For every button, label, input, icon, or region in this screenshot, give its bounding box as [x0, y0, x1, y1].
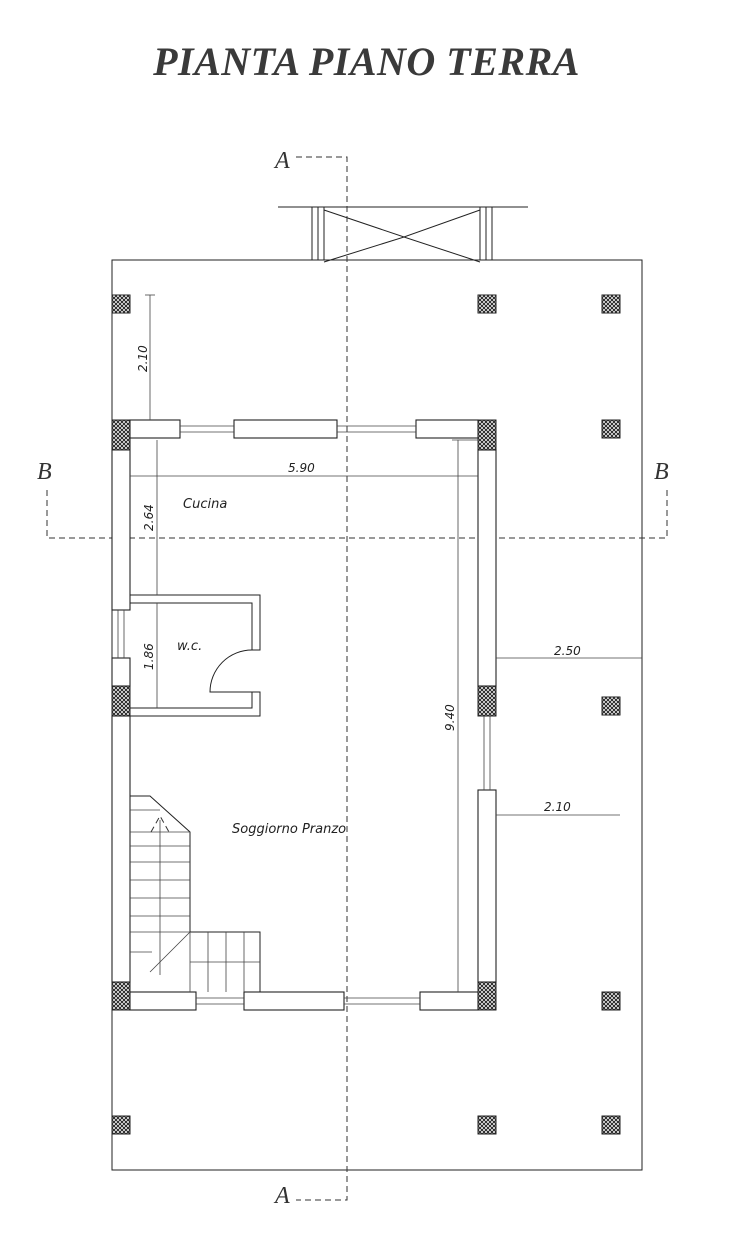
room-label-cucina: Cucina	[183, 497, 228, 512]
pillar-icon	[112, 420, 130, 450]
pillar-icon	[478, 982, 496, 1010]
dim-length: 9.40	[443, 704, 457, 731]
dim-wc-depth: 1.86	[142, 643, 156, 670]
room-label-soggiorno: Soggiorno Pranzo	[232, 822, 347, 837]
pillar-icon	[112, 1116, 130, 1134]
entrance-steps	[278, 207, 528, 262]
pillar-icon	[112, 686, 130, 716]
page-title: PIANTA PIANO TERRA	[153, 39, 580, 84]
section-label-b-left: B	[37, 459, 52, 485]
section-label-a-bottom: A	[275, 1183, 290, 1209]
dim-cucina-depth: 2.64	[142, 504, 156, 531]
pillar-icon	[112, 295, 130, 313]
porch-outline	[112, 260, 642, 1170]
pillar-icon	[112, 982, 130, 1010]
section-line-a	[296, 157, 347, 1200]
pillar-icon	[478, 1116, 496, 1134]
pillar-icon	[602, 1116, 620, 1134]
pillar-icon	[478, 295, 496, 313]
pillar-icon	[478, 686, 496, 716]
section-line-b	[47, 490, 667, 538]
dim-width: 5.90	[288, 461, 315, 475]
dim-porch-depth: 2.10	[136, 345, 150, 372]
dim-side-porch-2: 2.10	[544, 800, 571, 814]
exterior-walls	[112, 420, 496, 1010]
pillar-icon	[478, 420, 496, 450]
section-label-a-top: A	[275, 148, 290, 174]
pillar-icon	[602, 697, 620, 715]
room-label-wc: w.c.	[177, 639, 203, 654]
section-label-b-right: B	[654, 459, 669, 485]
pillar-icon	[602, 420, 620, 438]
pillar-icon	[602, 295, 620, 313]
pillar-icon	[602, 992, 620, 1010]
dim-side-porch: 2.50	[554, 644, 581, 658]
